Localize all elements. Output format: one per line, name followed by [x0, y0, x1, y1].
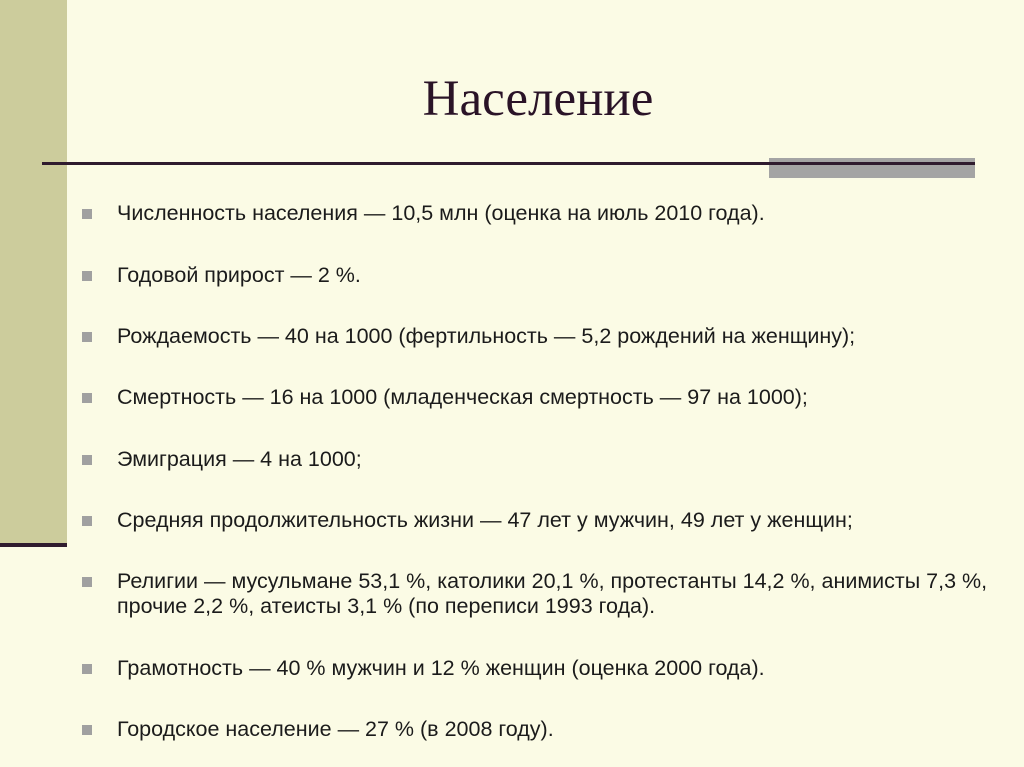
- bullet-text: Религии — мусульмане 53,1 %, католики 20,1 %, протестанты 14,2 %, анимисты 7,3 %, прочие 2,2 %, атеисты 3,1 % (по переписи 1993 года).: [117, 569, 988, 618]
- square-bullet-icon: [82, 577, 92, 587]
- square-bullet-icon: [82, 516, 92, 526]
- square-bullet-icon: [82, 455, 92, 465]
- square-bullet-icon: [82, 332, 92, 342]
- bullet-text: Средняя продолжительность жизни — 47 лет у мужчин, 49 лет у женщин;: [117, 508, 853, 532]
- list-item: [82, 569, 1012, 619]
- bullet-text: Рождаемость — 40 на 1000 (фертильность — 5,2 рождений на женщину);: [117, 324, 856, 348]
- bullet-text: Эмиграция — 4 на 1000;: [117, 447, 362, 471]
- list-item: [82, 656, 1012, 681]
- list-item: [82, 201, 1012, 226]
- bullet-text: Смертность — 16 на 1000 (младенческая смертность — 97 на 1000);: [117, 385, 808, 409]
- list-item: [82, 447, 1012, 472]
- list-item: [82, 263, 1012, 288]
- bullet-text: Годовой прирост — 2 %.: [117, 263, 361, 287]
- square-bullet-icon: [82, 393, 92, 403]
- bullet-text: Численность населения — 10,5 млн (оценка на июль 2010 года).: [117, 201, 765, 225]
- square-bullet-icon: [82, 664, 92, 674]
- list-item: [82, 324, 1012, 349]
- bullet-text: Грамотность — 40 % мужчин и 12 % женщин (оценка 2000 года).: [117, 656, 765, 680]
- bullet-text: Городское население — 27 % (в 2008 году).: [117, 717, 554, 741]
- square-bullet-icon: [82, 271, 92, 281]
- square-bullet-icon: [82, 725, 92, 735]
- square-bullet-icon: [82, 209, 92, 219]
- list-item: [82, 508, 1012, 533]
- slide-title: Население: [422, 71, 654, 127]
- list-item: [82, 717, 1012, 742]
- list-item: [82, 385, 1012, 410]
